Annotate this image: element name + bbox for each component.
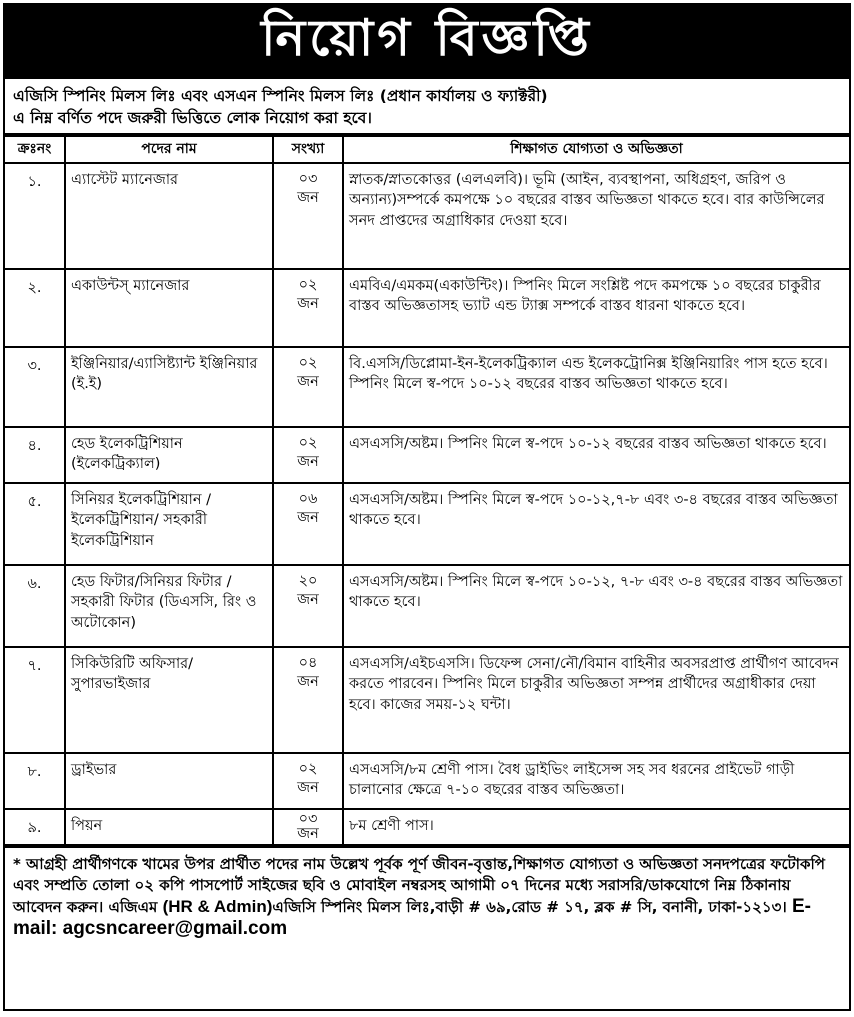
row-count xyxy=(273,163,343,269)
count-unit: জন xyxy=(297,373,319,390)
table-row xyxy=(5,427,849,483)
row-count xyxy=(273,347,343,427)
table-row xyxy=(5,483,849,565)
row-qualification: এসএসসি/৮ম শ্রেণী পাস। বৈধ ড্রাইভিং লাইসেন্স সহ সব ধরনের প্রাইভেট গাড়ী চালানোর ক্ষেত্রে ৭-১০ বছরের বাস্তব অভিজ্ঞতা। xyxy=(343,753,849,809)
row-qualification: এসএসসি/অষ্টম। স্পিনিং মিলে স্ব-পদে ১০-১২,৭-৮ এবং ৩-৪ বছরের বাস্তব অভিজ্ঞতা থাকতে হবে। xyxy=(343,483,849,565)
row-count xyxy=(273,427,343,483)
row-serial: ১. xyxy=(5,163,65,269)
table-header-row xyxy=(5,136,849,163)
header-serial: ক্রঃনং xyxy=(5,136,65,163)
email-address: E-mail: agcsncareer@gmail.com xyxy=(13,895,811,939)
header-qualification: শিক্ষাগত যোগ্যতা ও অভিজ্ঞতা xyxy=(343,136,849,163)
row-qualification: স্নাতক/স্নাতকোত্তর (এলএলবি)। ভূমি (আইন, ব্যবস্থাপনা, অধিগ্রহণ, জরিপ ও অন্যান্য)সম্পর্কে কমপক্ষে ১০ বছরের বাস্তব অভিজ্ঞতা থাকতে হবে। বার কাউন্সিলের সনদ প্রাপ্তদের অগ্রাধিকার দেওয়া হবে। xyxy=(343,163,849,269)
count-unit: জন xyxy=(297,189,319,206)
row-qualification: এসএসসি/এইচএসসি। ডিফেন্স সেনা/নৌ/বিমান বাহিনীর অবসরপ্রাপ্ত প্রার্থীগণ আবেদন করতে পারবেন। স্পিনিং মিলে চাকুরীর অভিজ্ঞতা সম্পন্ন প্রার্থীদের অগ্রাধীকার দেয়া হবে। কাজের সময়-১২ ঘন্টা। xyxy=(343,647,849,753)
row-post: এ্যাস্টেট ম্যানেজার xyxy=(65,163,273,269)
count-value: ০৩ xyxy=(298,810,318,827)
instructions-text: * আগ্রহী প্রার্থীগণকে খামের উপর প্রার্থীত পদের নাম উল্লেখ পূর্বক পূর্ণ জীবন-বৃত্তান্ত,শিক্ষাগত যোগ্যতা ও অভিজ্ঞতা সনদপত্রের ফটোকপি এবং সম্প্রতি তোলা ০২ কপি পাসপোর্ট সাইজের ছবি ও মোবাইল নম্বরসহ আগামী ০৭ দিনের মধ্যে সরাসরি/ডাকযোগে নিম্ন ঠিকানায় আবেদন করুন। এজিএম xyxy=(13,854,825,916)
row-qualification: এসএসসি/অষ্টম। স্পিনিং মিলে স্ব-পদে ১০-১২, ৭-৮ এবং ৩-৪ বছরের বাস্তব অভিজ্ঞতা থাকতে হবে। xyxy=(343,565,849,647)
row-count xyxy=(273,809,343,845)
count-value: ০৬ xyxy=(298,490,318,507)
row-count xyxy=(273,269,343,347)
table-row xyxy=(5,163,849,269)
address-text: এজিসি স্পিনিং মিলস লিঃ,বাড়ী # ৬৯,রোড # ১৭, ব্লক # সি, বনানী, ঢাকা-১২১৩। xyxy=(272,897,792,916)
row-post: সিনিয়র ইলেকট্রিশিয়ান /ইলেকট্রিশিয়ান/ সহকারী ইলেকট্রিশিয়ান xyxy=(65,483,273,565)
count-value: ০২ xyxy=(298,354,318,371)
row-post: ইঞ্জিনিয়ার/এ্যাসিষ্ট্যান্ট ইঞ্জিনিয়ার (ই.ই) xyxy=(65,347,273,427)
row-serial: ৭. xyxy=(5,647,65,753)
table-row xyxy=(5,565,849,647)
job-circular xyxy=(3,3,851,1011)
row-post: পিয়ন xyxy=(65,809,273,845)
row-post: ড্রাইভার xyxy=(65,753,273,809)
row-serial: ২. xyxy=(5,269,65,347)
table-row xyxy=(5,809,849,845)
count-value: ০২ xyxy=(298,434,318,451)
hr-admin-label: (HR & Admin) xyxy=(162,896,273,916)
vacancy-table xyxy=(5,135,849,846)
row-serial: ৩. xyxy=(5,347,65,427)
row-serial: ৪. xyxy=(5,427,65,483)
row-serial: ৬. xyxy=(5,565,65,647)
row-post: হেড ফিটার/সিনিয়র ফিটার /সহকারী ফিটার (ডিএসসি, রিং ও অটোকোন) xyxy=(65,565,273,647)
row-qualification: বি.এসসি/ডিপ্লোমা-ইন-ইলেকট্রিক্যাল এন্ড ইলেকট্রোনিক্স ইঞ্জিনিয়ারিং পাস হতে হবে। স্পিনিং মিলে স্ব-পদে ১০-১২ বছরের বাস্তব অভিজ্ঞতা থাকতে হবে। xyxy=(343,347,849,427)
row-post: সিকিউরিটি অফিসার/ সুপারভাইজার xyxy=(65,647,273,753)
count-unit: জন xyxy=(297,591,319,608)
row-count xyxy=(273,647,343,753)
header-post: পদের নাম xyxy=(65,136,273,163)
row-serial: ৮. xyxy=(5,753,65,809)
count-value: ০৩ xyxy=(298,170,318,187)
row-post: একাউন্টস্ ম্যানেজার xyxy=(65,269,273,347)
count-unit: জন xyxy=(297,673,319,690)
row-qualification: এসএসসি/অষ্টম। স্পিনিং মিলে স্ব-পদে ১০-১২ বছরের বাস্তব অভিজ্ঞতা থাকতে হবে। xyxy=(343,427,849,483)
row-serial: ৫. xyxy=(5,483,65,565)
intro-line-1: এজিসি স্পিনিং মিলস লিঃ এবং এসএন স্পিনিং মিলস লিঃ (প্রধান কার্যালয় ও ফ্যাক্টরী) xyxy=(13,87,548,105)
row-qualification: ৮ম শ্রেণী পাস। xyxy=(343,809,849,845)
count-value: ২০ xyxy=(298,572,318,589)
row-count xyxy=(273,565,343,647)
count-unit: জন xyxy=(297,453,319,470)
count-unit: জন xyxy=(297,825,319,842)
intro-text xyxy=(5,79,849,135)
intro-line-2: এ নিম্ন বর্ণিত পদে জরুরী ভিত্তিতে লোক নিয়োগ করা হবে। xyxy=(13,109,372,127)
count-unit: জন xyxy=(297,509,319,526)
row-count xyxy=(273,753,343,809)
table-row xyxy=(5,269,849,347)
count-value: ০২ xyxy=(298,760,318,777)
row-serial: ৯. xyxy=(5,809,65,845)
header-count: সংখ্যা xyxy=(273,136,343,163)
application-instructions xyxy=(5,846,849,946)
table-row xyxy=(5,647,849,753)
row-qualification: এমবিএ/এমকম(একাউন্টিং)। স্পিনিং মিলে সংশ্লিষ্ট পদে কমপক্ষে ১০ বছরের চাকুরীর বাস্তব অভিজ্ঞতাসহ ভ্যাট এন্ড ট্যাক্স সম্পর্কে বাস্তব ধারনা থাকতে হবে। xyxy=(343,269,849,347)
count-unit: জন xyxy=(297,779,319,796)
count-unit: জন xyxy=(297,295,319,312)
count-value: ০২ xyxy=(298,276,318,293)
table-row xyxy=(5,347,849,427)
page-title: নিয়োগ বিজ্ঞপ্তি xyxy=(5,5,849,79)
table-row xyxy=(5,753,849,809)
row-count xyxy=(273,483,343,565)
count-value: ০৪ xyxy=(298,654,318,671)
row-post: হেড ইলেকট্রিশিয়ান (ইলেকট্রিক্যাল) xyxy=(65,427,273,483)
